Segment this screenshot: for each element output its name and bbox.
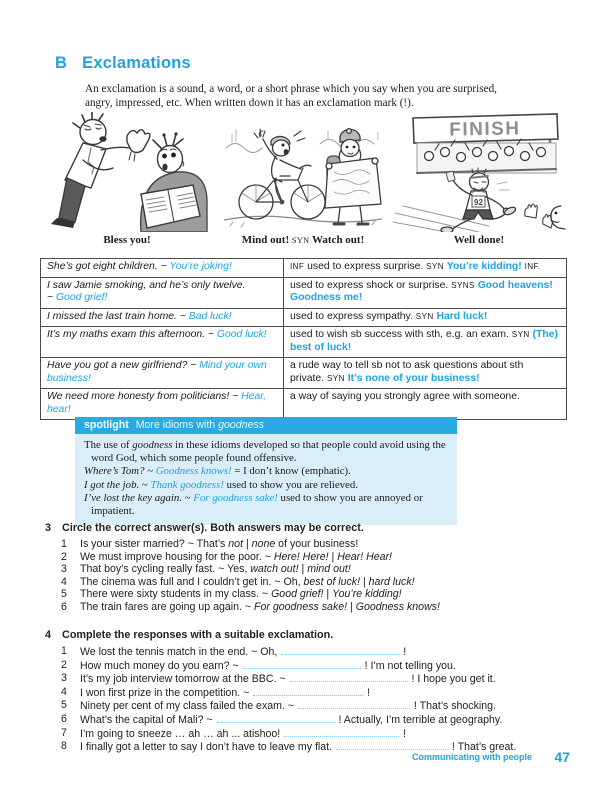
- text-segment: Goodness knows!: [155, 465, 232, 478]
- text-segment: I got the job.: [84, 478, 140, 491]
- exercise-title: Complete the responses with a suitable exclamation.: [62, 629, 334, 641]
- spotlight-line: [84, 439, 448, 465]
- text-segment: The use of: [84, 439, 133, 451]
- illustrations-row: [40, 112, 568, 246]
- text-segment: !: [400, 727, 407, 740]
- text-segment: Hard luck!: [436, 310, 488, 322]
- illustration-bike: [224, 112, 382, 246]
- text-segment: Mind out!: [241, 234, 292, 246]
- cell-definition: [284, 278, 566, 308]
- text-segment: watch out!: [250, 563, 299, 576]
- text-segment: Good grief!: [55, 292, 108, 303]
- item-text: [80, 601, 568, 614]
- illustration-caption: [224, 234, 382, 246]
- cell-example: [41, 278, 284, 308]
- text-segment: used to show you are annoyed or impatient.: [91, 491, 423, 518]
- cell-example: [41, 389, 284, 419]
- text-segment: We must improve housing for the poor. ~: [80, 550, 274, 563]
- text-segment: Good heavens! Goodness me!: [290, 279, 553, 303]
- illustration-finish: [392, 112, 566, 246]
- spotlight-label: spotlight: [84, 419, 129, 431]
- exercise-item: [61, 672, 568, 686]
- illustration-sneeze: [40, 112, 214, 246]
- item-number: 4: [61, 685, 67, 698]
- answer-blank: [243, 659, 361, 669]
- text-segment: SYN: [415, 311, 434, 321]
- text-segment: business!: [47, 372, 91, 384]
- item-text: [80, 727, 568, 741]
- item-number: 7: [61, 726, 67, 739]
- text-segment: Mind your own: [199, 360, 267, 371]
- exercise-item: [61, 551, 568, 564]
- text-segment: mind out!: [307, 563, 351, 576]
- vocab-table: [40, 258, 567, 420]
- text-segment: I saw Jamie smoking, and he’s only twelve.: [47, 279, 246, 291]
- cell-definition: [284, 389, 566, 419]
- item-number: 8: [61, 740, 67, 753]
- item-number: 5: [61, 588, 67, 601]
- text-segment: !: [364, 686, 371, 699]
- runner-bib-number: 92: [474, 198, 483, 207]
- exercise-4-header: [45, 629, 568, 641]
- text-segment: best of luck!: [303, 575, 361, 588]
- text-segment: INF: [290, 262, 305, 271]
- table-row: [41, 308, 566, 327]
- exercise-item: [61, 576, 568, 589]
- exercise-item: [61, 588, 568, 601]
- text-segment: I won first prize in the competition. ~: [80, 686, 253, 699]
- text-segment: Hear,: [241, 391, 266, 402]
- text-segment: used to show you are relieved.: [223, 478, 358, 491]
- answer-blank: [284, 727, 399, 737]
- text-segment: Hear! Hear!: [337, 550, 392, 563]
- item-text: [80, 588, 568, 601]
- item-number: 2: [61, 658, 67, 671]
- text-segment: I’ve lost the key again.: [84, 491, 183, 504]
- exercise-number: 4: [45, 629, 52, 641]
- exercise-4-items: [45, 645, 568, 754]
- text-segment: |: [360, 575, 369, 588]
- spotlight-body: [75, 434, 457, 525]
- item-text: [80, 686, 568, 700]
- answer-blank: [253, 686, 363, 696]
- text-segment: ~: [47, 292, 56, 303]
- page-footer: [0, 749, 570, 767]
- item-text: [80, 713, 568, 727]
- text-segment: SYN: [326, 373, 345, 383]
- text-segment: That boy’s cycling really fast. ~ Yes,: [80, 563, 251, 576]
- text-segment: a way of saying you strongly agree with someone.: [290, 391, 520, 402]
- footer-section-label: Communicating with people: [411, 752, 532, 762]
- exercise-number: 3: [45, 522, 52, 534]
- text-segment: !: [400, 646, 407, 658]
- text-segment: |: [243, 538, 252, 550]
- text-segment: used to express sympathy.: [290, 310, 416, 322]
- page-number: 47: [554, 749, 570, 765]
- text-segment: Here! Here!: [273, 550, 329, 563]
- text-segment: none: [251, 538, 276, 550]
- item-number: 4: [61, 575, 67, 588]
- table-row: [41, 326, 566, 357]
- cell-definition: [284, 309, 566, 327]
- exercise-item: [61, 645, 568, 659]
- text-segment: Bless you!: [103, 234, 151, 246]
- text-segment: Good grief!: [271, 588, 324, 601]
- text-segment: It’s my maths exam this afternoon. ~: [47, 329, 217, 340]
- table-row: [41, 259, 566, 277]
- text-segment: Goodness knows!: [355, 600, 440, 613]
- cell-definition: [284, 327, 566, 357]
- bike-cartoon: [224, 112, 382, 232]
- section-heading: [55, 54, 191, 73]
- item-number: 6: [61, 712, 67, 725]
- item-number: 2: [61, 550, 67, 563]
- item-text: [80, 659, 568, 673]
- text-segment: More idioms with: [135, 419, 219, 431]
- section-title: Exclamations: [82, 54, 191, 72]
- text-segment: The train fares are going up again. ~: [80, 600, 255, 613]
- cell-definition: [284, 259, 566, 277]
- text-segment: SYNS: [451, 280, 475, 290]
- spotlight-header: [75, 417, 457, 434]
- text-segment: ~: [139, 478, 151, 491]
- text-segment: not: [228, 538, 244, 550]
- illustration-caption: [40, 234, 214, 246]
- text-segment: There were sixty students in my class. ~: [80, 588, 272, 601]
- text-segment: in these idioms developed so that people could avoid using the word God, which some people found offensive.: [91, 439, 446, 465]
- text-segment: ~: [144, 465, 156, 478]
- text-segment: INF.: [524, 262, 541, 271]
- text-segment: She’s got eight children. ~: [47, 261, 170, 272]
- exercise-item: [61, 713, 568, 727]
- exercise-title: Circle the correct answer(s). Both answers may be correct.: [62, 522, 364, 534]
- text-segment: |: [347, 600, 356, 613]
- text-segment: |: [328, 550, 338, 563]
- item-text: [80, 576, 568, 589]
- finish-banner-text: FINISH: [449, 118, 521, 141]
- text-segment: Ninety per cent of my class failed the exam. ~: [80, 700, 297, 713]
- exercise-item: [61, 659, 568, 673]
- text-segment: |: [323, 588, 333, 601]
- item-number: 5: [61, 699, 67, 712]
- cell-example: [41, 327, 284, 357]
- item-number: 1: [61, 538, 67, 550]
- text-segment: ! Actually, I’m terrible at geography.: [335, 713, 503, 726]
- text-segment: We lost the tennis match in the end. ~ Oh,: [80, 646, 281, 658]
- text-segment: ! I’m not telling you.: [361, 659, 456, 672]
- item-text: [80, 563, 568, 576]
- text-segment: SYN: [511, 330, 530, 339]
- text-segment: ! That’s great.: [448, 741, 517, 754]
- text-segment: used to express shock or surprise.: [290, 279, 452, 291]
- table-row: [41, 357, 566, 388]
- text-segment: Have you got a new girlfriend? ~: [47, 360, 200, 371]
- exercise-item: [61, 563, 568, 576]
- text-segment: = I don’t know (emphatic).: [231, 465, 351, 478]
- text-segment: For goodness sake!: [254, 600, 348, 613]
- table-row: [41, 388, 566, 419]
- text-segment: You’re kidding!: [446, 261, 522, 272]
- text-segment: Good luck!: [216, 329, 267, 340]
- item-number: 6: [61, 600, 67, 613]
- item-number: 1: [61, 645, 67, 657]
- text-segment: ~: [182, 491, 194, 504]
- intro-text: An exclamation is a sound, a word, or a short phrase which you say when you are surprised, angry, impressed, etc. When written down it has an exclamation mark (!).: [85, 83, 497, 109]
- finish-cartoon: [392, 112, 566, 232]
- text-segment: I missed the last train home. ~: [47, 310, 189, 322]
- exercise-3-items: [45, 538, 568, 614]
- exercise-item: [61, 686, 568, 700]
- text-segment: You’re joking!: [169, 261, 232, 272]
- illustration-caption: [392, 234, 566, 246]
- exercise-3: [45, 522, 568, 614]
- text-segment: of your business!: [275, 538, 359, 550]
- text-segment: Well done!: [453, 234, 505, 246]
- text-segment: goodness: [132, 439, 173, 451]
- spotlight-box: [75, 417, 457, 525]
- spotlight-title: [136, 419, 264, 431]
- item-number: 3: [61, 672, 67, 685]
- exercise-item: [61, 727, 568, 741]
- text-segment: Is your sister married? ~ That’s: [80, 538, 229, 550]
- text-segment: What’s the capital of Mali? ~: [80, 713, 216, 726]
- text-segment: SYN: [426, 262, 444, 271]
- text-segment: SYN: [291, 236, 310, 245]
- exercise-item: [61, 699, 568, 713]
- text-segment: hard luck!: [368, 575, 415, 588]
- cell-example: [41, 358, 284, 388]
- text-segment: How much money do you earn? ~: [80, 659, 242, 672]
- cell-example: [41, 309, 284, 327]
- text-segment: You’re kidding!: [332, 588, 402, 601]
- exercise-3-header: [45, 522, 568, 534]
- exercise-item: [61, 538, 568, 551]
- text-segment: goodness: [218, 419, 265, 431]
- text-segment: It’s none of your business!: [347, 372, 480, 384]
- text-segment: Bad luck!: [188, 310, 232, 322]
- exercise-item: [61, 601, 568, 614]
- answer-blank: [281, 645, 399, 655]
- text-segment: used to express surprise.: [304, 261, 427, 272]
- cell-example: [41, 259, 284, 277]
- item-text: [80, 672, 568, 686]
- exercise-4: [45, 629, 568, 754]
- text-segment: used to wish sb success with sth, e.g. an exam.: [290, 329, 512, 340]
- item-text: [80, 645, 568, 659]
- answer-blank: [290, 672, 408, 682]
- text-segment: ! I hope you get it.: [408, 673, 496, 686]
- sneeze-cartoon: [40, 112, 214, 232]
- text-segment: The cinema was full and I couldn’t get in. ~ Oh,: [80, 575, 304, 588]
- text-segment: For goodness sake!: [193, 491, 278, 504]
- text-segment: (The) best of luck!: [290, 329, 558, 353]
- text-segment: It’s my job interview tomorrow at the BBC. ~: [80, 673, 289, 686]
- text-segment: We need more honesty from politicians! ~: [47, 391, 242, 402]
- item-text: [80, 551, 568, 564]
- item-number: 3: [61, 563, 67, 576]
- item-text: [80, 699, 568, 713]
- section-letter: B: [55, 54, 68, 72]
- table-row: [41, 277, 566, 308]
- spotlight-line: [84, 492, 448, 518]
- text-segment: I’m going to sneeze … ah … ah ... atishoo!: [80, 727, 284, 740]
- spotlight-line: [84, 479, 448, 492]
- text-segment: Thank goodness!: [150, 478, 224, 491]
- text-segment: ! That’s shocking.: [410, 700, 496, 713]
- spotlight-line: [84, 465, 448, 478]
- cell-definition: [284, 358, 566, 388]
- text-segment: a rude way to tell sb not to ask questions about sth private.: [290, 360, 524, 384]
- text-segment: |: [298, 563, 308, 576]
- text-segment: Where’s Tom?: [84, 465, 145, 478]
- item-text: [80, 538, 568, 551]
- text-segment: Watch out!: [309, 234, 365, 246]
- answer-blank: [298, 699, 410, 709]
- text-segment: I finally got a letter to say I don’t have to leave my flat.: [80, 741, 335, 754]
- answer-blank: [217, 713, 335, 723]
- text-segment: hear!: [47, 403, 71, 415]
